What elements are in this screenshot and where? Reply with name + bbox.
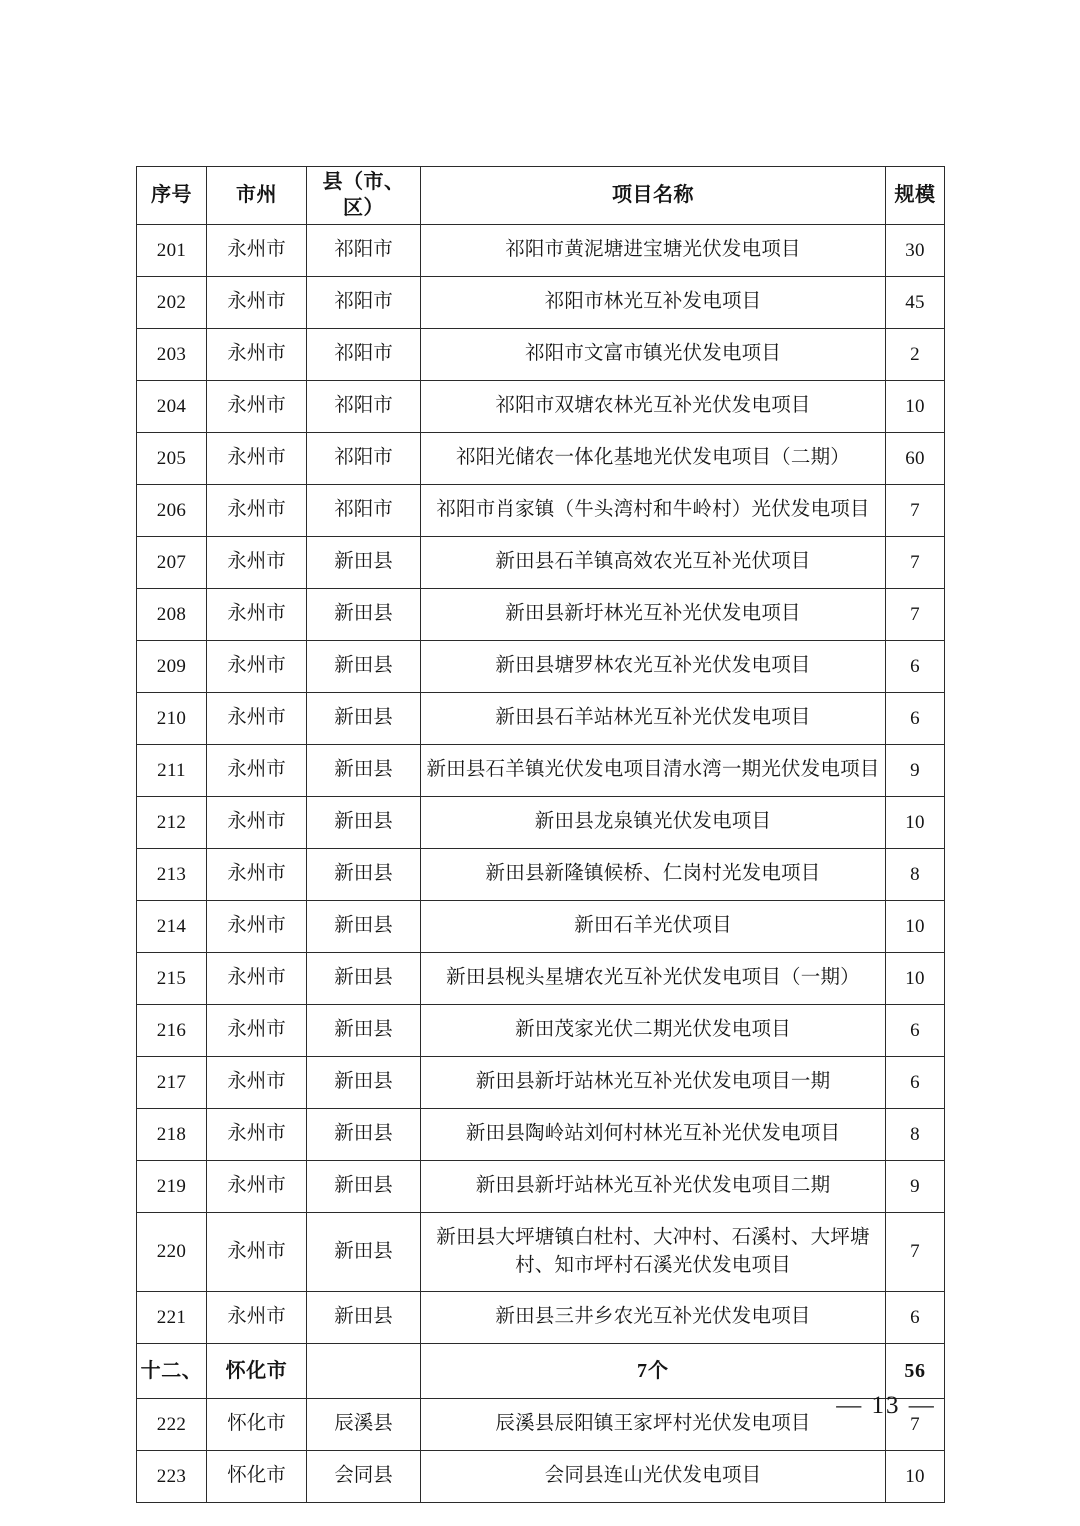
table-row — [137, 900, 945, 952]
cell-scale: 6 — [886, 640, 945, 692]
table-row — [137, 1004, 945, 1056]
cell-project-name: 祁阳市黄泥塘进宝塘光伏发电项目 — [421, 224, 886, 276]
cell-county: 新田县 — [307, 848, 421, 900]
cell-scale: 10 — [886, 796, 945, 848]
cell-scale: 9 — [886, 744, 945, 796]
cell-scale: 7 — [886, 1398, 945, 1450]
cell-project-name: 祁阳市林光互补发电项目 — [421, 276, 886, 328]
cell-seq: 十二、 — [137, 1343, 207, 1398]
cell-scale: 10 — [886, 1450, 945, 1502]
table-row — [137, 640, 945, 692]
cell-scale: 56 — [886, 1343, 945, 1398]
cell-city: 永州市 — [207, 640, 307, 692]
table-header — [137, 167, 945, 225]
cell-scale: 6 — [886, 1056, 945, 1108]
table-row — [137, 276, 945, 328]
column-header-scale: 规模 — [886, 167, 945, 225]
cell-city: 怀化市 — [207, 1450, 307, 1502]
project-table-container — [136, 166, 944, 1503]
cell-scale: 8 — [886, 1108, 945, 1160]
table-body — [137, 224, 945, 1502]
cell-seq: 208 — [137, 588, 207, 640]
cell-project-name: 新田县石羊站林光互补光伏发电项目 — [421, 692, 886, 744]
cell-project-name: 祁阳光储农一体化基地光伏发电项目（二期） — [421, 432, 886, 484]
cell-seq: 216 — [137, 1004, 207, 1056]
cell-county: 祁阳市 — [307, 484, 421, 536]
page-number-label: — 13 — — [836, 1392, 936, 1419]
cell-seq: 222 — [137, 1398, 207, 1450]
table-row — [137, 588, 945, 640]
cell-county: 新田县 — [307, 588, 421, 640]
cell-county: 祁阳市 — [307, 276, 421, 328]
cell-seq: 215 — [137, 952, 207, 1004]
cell-city: 永州市 — [207, 848, 307, 900]
cell-city: 永州市 — [207, 1212, 307, 1291]
cell-scale: 10 — [886, 900, 945, 952]
table-row — [137, 744, 945, 796]
cell-county: 新田县 — [307, 1212, 421, 1291]
cell-seq: 202 — [137, 276, 207, 328]
cell-scale: 2 — [886, 328, 945, 380]
cell-scale: 9 — [886, 1160, 945, 1212]
cell-city: 永州市 — [207, 380, 307, 432]
cell-county: 祁阳市 — [307, 328, 421, 380]
cell-scale: 7 — [886, 484, 945, 536]
cell-seq: 211 — [137, 744, 207, 796]
cell-scale: 60 — [886, 432, 945, 484]
cell-scale: 7 — [886, 1212, 945, 1291]
cell-county: 新田县 — [307, 952, 421, 1004]
cell-city: 永州市 — [207, 1108, 307, 1160]
cell-county: 新田县 — [307, 1160, 421, 1212]
table-row — [137, 432, 945, 484]
cell-county: 会同县 — [307, 1450, 421, 1502]
table-row — [137, 796, 945, 848]
cell-project-name: 祁阳市双塘农林光互补光伏发电项目 — [421, 380, 886, 432]
cell-city: 永州市 — [207, 692, 307, 744]
table-header-row — [137, 167, 945, 225]
cell-city: 永州市 — [207, 1160, 307, 1212]
cell-county: 辰溪县 — [307, 1398, 421, 1450]
table-row — [137, 1160, 945, 1212]
cell-project-name: 新田县枧头星塘农光互补光伏发电项目（一期） — [421, 952, 886, 1004]
cell-city: 永州市 — [207, 952, 307, 1004]
cell-project-name: 新田县新隆镇候桥、仁岗村光发电项目 — [421, 848, 886, 900]
cell-project-name: 新田县石羊镇高效农光互补光伏项目 — [421, 536, 886, 588]
cell-project-name: 新田县大坪塘镇白杜村、大冲村、石溪村、大坪塘村、知市坪村石溪光伏发电项目 — [421, 1212, 886, 1291]
table-row — [137, 692, 945, 744]
cell-scale: 10 — [886, 952, 945, 1004]
project-list-table — [136, 166, 945, 1503]
cell-scale: 6 — [886, 692, 945, 744]
cell-seq: 207 — [137, 536, 207, 588]
cell-seq: 205 — [137, 432, 207, 484]
cell-project-name: 7个 — [421, 1343, 886, 1398]
cell-seq: 217 — [137, 1056, 207, 1108]
cell-project-name: 新田县龙泉镇光伏发电项目 — [421, 796, 886, 848]
cell-scale: 6 — [886, 1291, 945, 1343]
cell-seq: 203 — [137, 328, 207, 380]
cell-county: 新田县 — [307, 692, 421, 744]
cell-project-name: 辰溪县辰阳镇王家坪村光伏发电项目 — [421, 1398, 886, 1450]
cell-project-name: 新田县陶岭站刘何村林光互补光伏发电项目 — [421, 1108, 886, 1160]
column-header-county: 县（市、区） — [307, 167, 421, 225]
cell-project-name: 新田县新圩站林光互补光伏发电项目二期 — [421, 1160, 886, 1212]
column-header-project-name: 项目名称 — [421, 167, 886, 225]
cell-city: 永州市 — [207, 432, 307, 484]
table-row — [137, 224, 945, 276]
table-row — [137, 328, 945, 380]
table-row — [137, 952, 945, 1004]
page-footer — [0, 1392, 1080, 1420]
column-header-seq: 序号 — [137, 167, 207, 225]
cell-city: 永州市 — [207, 536, 307, 588]
cell-project-name: 新田县三井乡农光互补光伏发电项目 — [421, 1291, 886, 1343]
cell-county: 新田县 — [307, 796, 421, 848]
cell-project-name: 新田县新圩林光互补光伏发电项目 — [421, 588, 886, 640]
cell-city: 永州市 — [207, 900, 307, 952]
cell-seq: 201 — [137, 224, 207, 276]
cell-county: 新田县 — [307, 1056, 421, 1108]
table-row — [137, 1108, 945, 1160]
table-row — [137, 1291, 945, 1343]
cell-seq: 223 — [137, 1450, 207, 1502]
cell-scale: 7 — [886, 588, 945, 640]
cell-seq: 214 — [137, 900, 207, 952]
table-row — [137, 380, 945, 432]
cell-county — [307, 1343, 421, 1398]
cell-county: 新田县 — [307, 1108, 421, 1160]
table-row — [137, 1056, 945, 1108]
cell-city: 永州市 — [207, 276, 307, 328]
cell-county: 新田县 — [307, 640, 421, 692]
table-row — [137, 536, 945, 588]
cell-city: 永州市 — [207, 1056, 307, 1108]
cell-county: 祁阳市 — [307, 432, 421, 484]
cell-county: 祁阳市 — [307, 380, 421, 432]
cell-city: 永州市 — [207, 796, 307, 848]
cell-seq: 220 — [137, 1212, 207, 1291]
cell-project-name: 祁阳市文富市镇光伏发电项目 — [421, 328, 886, 380]
cell-city: 永州市 — [207, 484, 307, 536]
table-row — [137, 1450, 945, 1502]
cell-city: 永州市 — [207, 1004, 307, 1056]
cell-project-name: 新田石羊光伏项目 — [421, 900, 886, 952]
cell-seq: 209 — [137, 640, 207, 692]
cell-county: 新田县 — [307, 1291, 421, 1343]
cell-scale: 10 — [886, 380, 945, 432]
cell-city: 怀化市 — [207, 1398, 307, 1450]
cell-city: 怀化市 — [207, 1343, 307, 1398]
cell-scale: 30 — [886, 224, 945, 276]
cell-county: 祁阳市 — [307, 224, 421, 276]
table-summary-row — [137, 1343, 945, 1398]
cell-county: 新田县 — [307, 536, 421, 588]
cell-scale: 8 — [886, 848, 945, 900]
table-row — [137, 484, 945, 536]
cell-city: 永州市 — [207, 588, 307, 640]
cell-scale: 7 — [886, 536, 945, 588]
cell-county: 新田县 — [307, 1004, 421, 1056]
table-row — [137, 1212, 945, 1291]
cell-seq: 210 — [137, 692, 207, 744]
cell-seq: 204 — [137, 380, 207, 432]
column-header-city: 市州 — [207, 167, 307, 225]
cell-county: 新田县 — [307, 900, 421, 952]
cell-project-name: 新田县塘罗林农光互补光伏发电项目 — [421, 640, 886, 692]
cell-seq: 219 — [137, 1160, 207, 1212]
cell-city: 永州市 — [207, 224, 307, 276]
cell-project-name: 新田县石羊镇光伏发电项目清水湾一期光伏发电项目 — [421, 744, 886, 796]
cell-project-name: 新田茂家光伏二期光伏发电项目 — [421, 1004, 886, 1056]
cell-project-name: 祁阳市肖家镇（牛头湾村和牛岭村）光伏发电项目 — [421, 484, 886, 536]
table-row — [137, 848, 945, 900]
cell-scale: 45 — [886, 276, 945, 328]
cell-city: 永州市 — [207, 1291, 307, 1343]
cell-city: 永州市 — [207, 744, 307, 796]
cell-seq: 218 — [137, 1108, 207, 1160]
cell-seq: 221 — [137, 1291, 207, 1343]
cell-seq: 213 — [137, 848, 207, 900]
cell-project-name: 会同县连山光伏发电项目 — [421, 1450, 886, 1502]
cell-project-name: 新田县新圩站林光互补光伏发电项目一期 — [421, 1056, 886, 1108]
cell-seq: 206 — [137, 484, 207, 536]
cell-seq: 212 — [137, 796, 207, 848]
cell-scale: 6 — [886, 1004, 945, 1056]
cell-city: 永州市 — [207, 328, 307, 380]
cell-county: 新田县 — [307, 744, 421, 796]
